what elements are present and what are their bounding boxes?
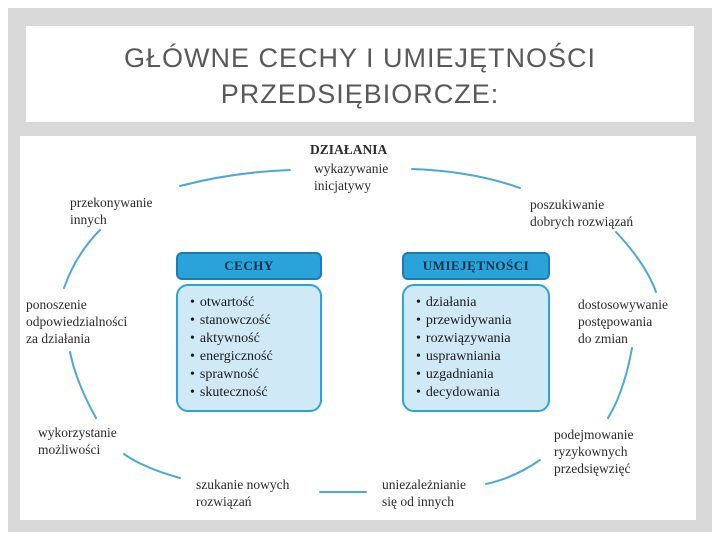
skills-box-heading: UMIEJĘTNOŚCI [402,252,550,280]
skills-box [402,284,550,412]
trait-item: • otwartość [190,294,312,312]
trait-item: • energiczność [190,348,312,366]
traits-list [190,294,312,402]
cycle-label-right [578,296,668,347]
cycle-label-line: przekonywanie [70,195,153,210]
skill-item: • uzgadniania [416,366,540,384]
skill-item: • rozwiązywania [416,330,540,348]
trait-item: • aktywność [190,330,312,348]
cycle-label-line: przedsięwzięć [554,461,631,476]
arrow-upper-right-to-right [616,232,656,292]
cycle-label-lower-right [554,426,633,477]
skill-item: • decydowania [416,384,540,402]
cycle-label-upper-right [530,196,633,230]
cycle-label-bottom-left [196,476,289,510]
cycle-label-line: możliwości [38,442,101,457]
cycle-label-line: podejmowanie [554,427,634,442]
cycle-label-line: uniezależnianie [382,477,466,492]
cycle-label-line: za działania [26,331,91,346]
arrow-right-to-lower-right [608,348,632,418]
top-subtext-line-1: wykazywanie [314,161,389,176]
arrow-left-to-upper-left [64,230,100,288]
traits-box [176,284,322,412]
slide-title [26,40,694,112]
cycle-label-upper-left [70,194,152,228]
arrow-lower-left-to-left [70,352,96,418]
cycle-label-line: dostosowywanie [578,297,668,312]
cycle-label-lower-left [38,424,117,458]
cycle-label-line: poszukiwanie [530,197,605,212]
cycle-label-line: rozwiązań [196,494,252,509]
slide-title-line-1: GŁÓWNE CECHY I UMIEJĘTNOŚCI [123,43,597,73]
cycle-label-line: innych [70,212,107,227]
cycle-label-line: dobrych rozwiązań [530,214,634,229]
top-subtext-line-2: inicjatywy [314,178,371,193]
arrow-top-to-upper-right [412,169,520,188]
cycle-label-bottom-right [382,476,466,510]
skill-item: • przewidywania [416,312,540,330]
cycle-label-line: szukanie nowych [196,477,290,492]
arrow-bottom-left-to-lower-left [124,454,180,478]
cycle-label-line: wykorzystanie [38,425,117,440]
trait-item: • stanowczość [190,312,312,330]
trait-item: • skuteczność [190,384,312,402]
cycle-label-line: ponoszenie [26,297,87,312]
slide-title-line-2: PRZEDSIĘBIORCZE: [220,79,500,109]
title-panel [26,26,694,122]
trait-item: • sprawność [190,366,312,384]
arrow-upper-left-to-top [180,170,290,186]
cycle-label-line: ryzykownych [554,444,628,459]
cycle-label-line: postępowania [578,314,653,329]
skill-item: • działania [416,294,540,312]
skill-item: • usprawniania [416,348,540,366]
traits-box-heading: CECHY [176,252,322,280]
cycle-label-line: odpowiedzialności [26,314,128,329]
arrow-lower-right-to-bottom-right [486,460,540,484]
cycle-label-left [26,296,127,347]
top-heading: DZIAŁANIA [310,142,388,157]
top-subtext [314,160,388,194]
skills-list [416,294,540,402]
cycle-label-line: się od innych [382,494,454,509]
cycle-label-line: do zmian [578,331,628,346]
diagram-panel [20,136,696,520]
